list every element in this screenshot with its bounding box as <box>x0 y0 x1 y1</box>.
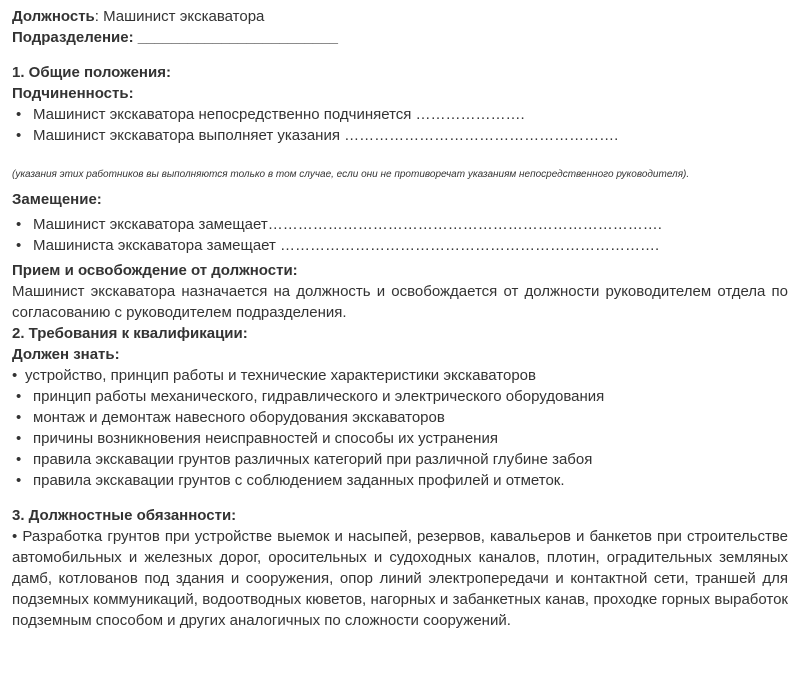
knowledge-item-4: причины возникновения неисправностей и способы их устранения <box>33 430 498 447</box>
list-item <box>12 407 788 428</box>
bullet-icon: • <box>16 237 22 254</box>
position-label: Должность <box>12 8 95 25</box>
bullet-icon: • <box>12 528 23 545</box>
bullet-icon: • <box>16 127 22 144</box>
knowledge-item-3: монтаж и демонтаж навесного оборудования экскаваторов <box>33 409 445 426</box>
position-line <box>12 6 788 27</box>
subordination-title: Подчиненность: <box>12 85 134 102</box>
bullet-icon: • <box>16 409 22 426</box>
subordination-item-1: Машинист экскаватора непосредственно подчиняется …………………. <box>33 106 525 123</box>
section-3-title: 3. Должностные обязанности: <box>12 507 237 524</box>
list-item <box>12 365 788 386</box>
knowledge-item-2: принцип работы механического, гидравлического и электрического оборудования <box>33 388 605 405</box>
list-item <box>12 470 788 491</box>
bullet-icon: • <box>16 472 22 489</box>
substitution-title: Замещение: <box>12 191 102 208</box>
duty-text: Разработка грунтов при устройстве выемок и насыпей, резервов, кавальеров и банкетов при строительстве автомобильных и железных дорог, оросительных и судоходных каналов, плотин, оградительных земляных дамб, котлованов под здания и сооружения, опор линий электропередачи и контактной сети, траншей для подземных коммуникаций, водоотводных кюветов, нагорных и забанкетных канав, проходке горных выработок подземным способом и других аналогичных по сложности сооружений. <box>12 528 789 629</box>
bullet-icon: • <box>16 388 22 405</box>
bullet-icon: • <box>16 430 22 447</box>
substitution-item-1: Машинист экскаватора замещает……………………………………………………………………. <box>33 216 662 233</box>
list-item <box>12 214 788 235</box>
subordination-note: (указания этих работников вы выполняются только в том случае, если они не противоречат указаниям непосредственного руководителя). <box>12 169 690 180</box>
appointment-text: Машинист экскаватора назначается на должность и освобождается от должности руководителем отдела по согласованию с руководителем подразделения. <box>12 283 788 321</box>
appointment-title: Прием и освобождение от должности: <box>12 262 298 279</box>
duty-paragraph <box>12 526 788 631</box>
bullet-icon: • <box>16 216 22 233</box>
list-item <box>12 104 788 125</box>
bullet-icon: • <box>16 106 22 123</box>
bullet-icon: • <box>16 451 22 468</box>
list-item <box>12 428 788 449</box>
position-value: : Машинист экскаватора <box>94 8 265 25</box>
department-line: Подразделение: ________________________ <box>12 29 338 46</box>
section-1-title: 1. Общие положения: <box>12 64 171 81</box>
knowledge-item-6: правила экскавации грунтов с соблюдением заданных профилей и отметок. <box>33 472 565 489</box>
list-item <box>12 386 788 407</box>
list-item <box>12 125 788 146</box>
list-item <box>12 235 788 256</box>
list-item <box>12 449 788 470</box>
knowledge-title: Должен знать: <box>12 346 120 363</box>
substitution-item-2: Машиниста экскаватора замещает …………………………………………………………………. <box>33 237 660 254</box>
subordination-item-2: Машинист экскаватора выполняет указания ………………………………………………. <box>33 127 619 144</box>
bullet-icon: • <box>12 367 18 384</box>
knowledge-item-1: устройство, принцип работы и технические характеристики экскаваторов <box>25 367 536 384</box>
section-2-title: 2. Требования к квалификации: <box>12 325 248 342</box>
knowledge-item-5: правила экскавации грунтов различных категорий при различной глубине забоя <box>33 451 593 468</box>
